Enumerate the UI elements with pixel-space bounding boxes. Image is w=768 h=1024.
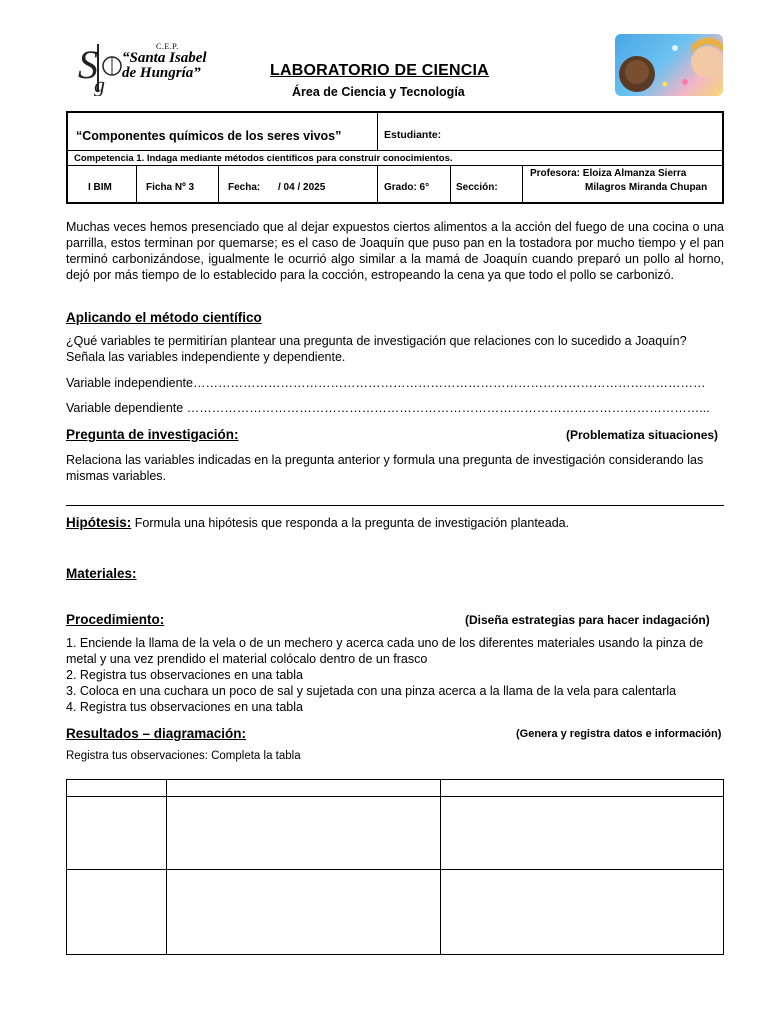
- table-cell[interactable]: [441, 797, 723, 869]
- fecha-value: / 04 / 2025: [278, 182, 326, 193]
- procedimiento-heading: Procedimiento:: [66, 612, 165, 627]
- seccion-label: Sección:: [456, 182, 498, 193]
- procedimiento-step-2: 2. Registra tus observaciones en una tabla: [66, 668, 303, 682]
- grado-label: Grado: 6°: [384, 182, 430, 193]
- metodo-heading: Aplicando el método científico: [66, 310, 262, 325]
- intro-paragraph: Muchas veces hemos presenciado que al dejar expuestos ciertos alimentos a la acción del fuego de una cocina o una parrilla, estos terminan por quemarse; es el caso de Joaquín que puso pan en la tostadora por mucho tiempo y el pan terminó carbonizándose, igualmente le ocurrió algo similar a la mamá de Joaquín cuando preparó un pollo al horno, dejó por más tiempo de lo establecido para la cocción, estropeando la cena ya que todo el pollo se carbonizó.: [66, 220, 724, 282]
- svg-text:S: S: [78, 42, 98, 87]
- variable-dependiente: Variable dependiente ……………………………………………………………………………………………………………...: [66, 401, 710, 415]
- materiales-heading: Materiales:: [66, 566, 137, 581]
- page-title: LABORATORIO DE CIENCIA: [270, 62, 489, 79]
- logo-cep: C.E.P.: [156, 42, 179, 51]
- hipotesis-row: [66, 515, 569, 530]
- metodo-question: ¿Qué variables te permitirían plantear una pregunta de investigación que relaciones con lo sucedido a Joaquín? Señala las variables independiente y dependiente.: [66, 334, 687, 364]
- resultados-heading: Resultados – diagramación:: [66, 726, 247, 741]
- variable-independiente: Variable independiente……………………………………………………………………………………………………………: [66, 376, 706, 390]
- bim-label: I BIM: [88, 182, 112, 193]
- table-header-cell[interactable]: [441, 780, 723, 796]
- resultados-instruction: Registra tus observaciones: Completa la tabla: [66, 750, 301, 762]
- table-header-cell[interactable]: [67, 780, 166, 796]
- svg-text:g: g: [94, 72, 105, 96]
- procedimiento-steps: [66, 635, 724, 715]
- school-name: [122, 42, 232, 81]
- competencia-text: Competencia 1. Indaga mediante métodos científicos para construir conocimientos.: [74, 153, 453, 164]
- page-subtitle: Área de Ciencia y Tecnología: [292, 85, 465, 99]
- table-cell[interactable]: [67, 797, 166, 869]
- hipotesis-text: Formula una hipótesis que responda a la pregunta de investigación planteada.: [134, 516, 570, 530]
- ficha-label: Ficha Nº 3: [146, 182, 195, 193]
- children-image: [615, 34, 723, 96]
- profesora-line2: Milagros Miranda Chupan: [585, 182, 708, 193]
- logo-name-line2: de Hungría”: [122, 65, 201, 81]
- table-cell[interactable]: [167, 870, 440, 954]
- school-crest-icon: [76, 40, 126, 96]
- procedimiento-step-1: 1. Enciende la llama de la vela o de un mechero y acerca cada uno de los diferentes materiales usando la pinza de metal y una vez prendido el material colócalo dentro de un frasco: [66, 636, 704, 666]
- topic-title: “Componentes químicos de los seres vivos”: [76, 129, 342, 143]
- pregunta-heading: Pregunta de investigación:: [66, 427, 239, 442]
- results-table: [66, 779, 724, 955]
- procedimiento-note: (Diseña estrategias para hacer indagación): [465, 613, 710, 627]
- answer-line: [66, 505, 724, 506]
- pregunta-note: (Problematiza situaciones): [566, 428, 719, 442]
- resultados-note: (Genera y registra datos e información): [516, 728, 722, 740]
- table-cell[interactable]: [441, 870, 723, 954]
- fecha-label: Fecha:: [228, 182, 261, 193]
- student-label: Estudiante:: [384, 129, 442, 141]
- table-cell[interactable]: [167, 797, 440, 869]
- table-header-cell[interactable]: [167, 780, 440, 796]
- info-table: [66, 111, 724, 204]
- hipotesis-heading: Hipótesis:: [66, 515, 132, 530]
- procedimiento-step-3: 3. Coloca en una cuchara un poco de sal y sujetada con una pinza acerca a la llama de la vela para calentarla: [66, 684, 677, 698]
- profesora-line1: Profesora: Eloiza Almanza Sierra: [530, 168, 687, 179]
- table-cell[interactable]: [67, 870, 166, 954]
- pregunta-text: Relaciona las variables indicadas en la pregunta anterior y formula una pregunta de investigación considerando las mismas variables.: [66, 453, 704, 483]
- procedimiento-step-4: 4. Registra tus observaciones en una tabla: [66, 700, 303, 714]
- logo-name-line1: “Santa Isabel: [122, 50, 207, 66]
